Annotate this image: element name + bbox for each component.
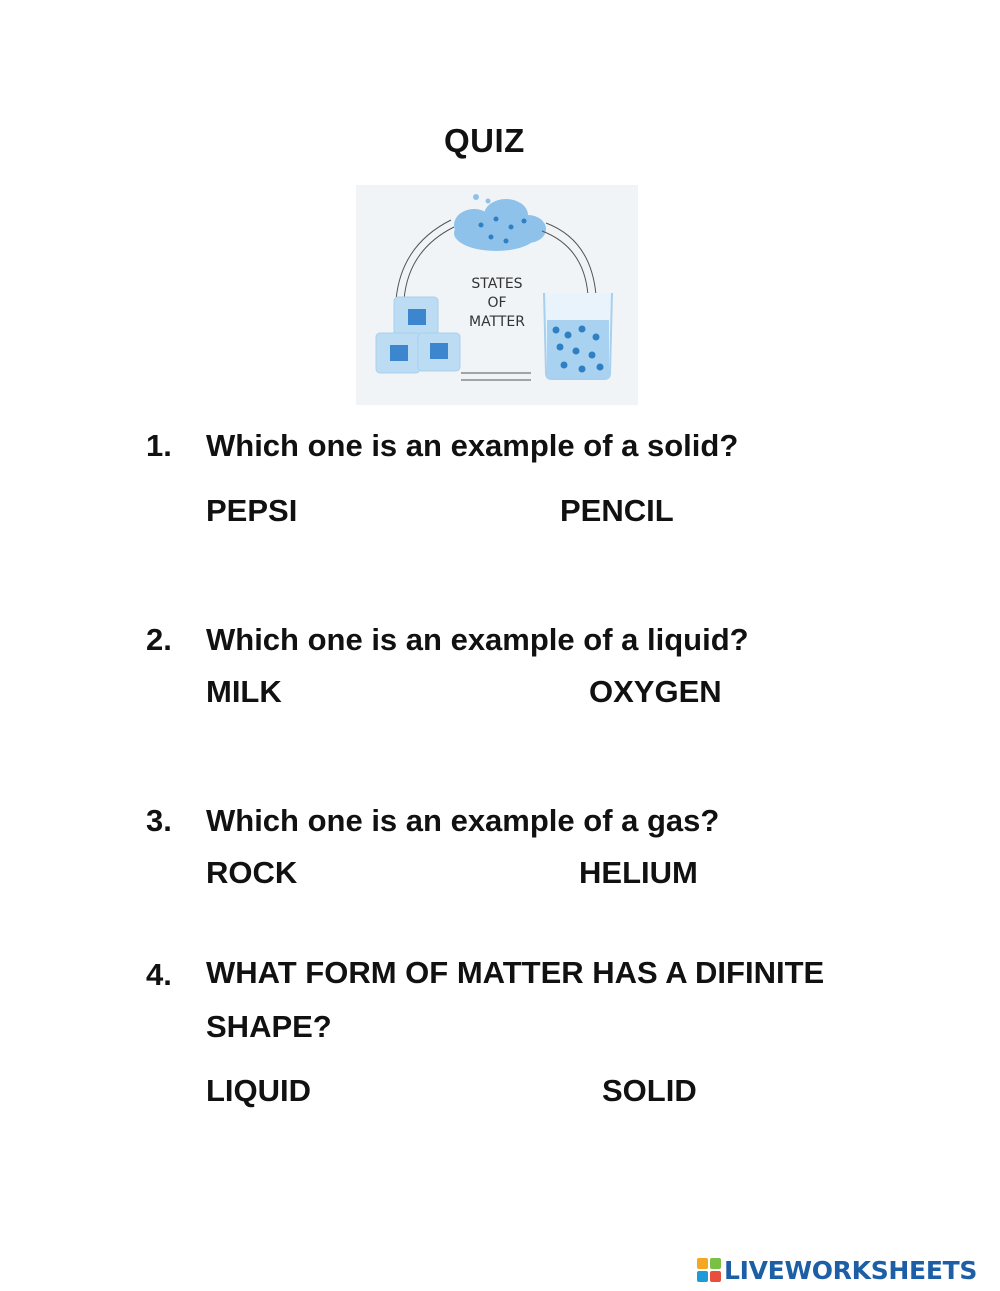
ice-cubes-icon	[376, 297, 460, 373]
answer-option-2[interactable]: OXYGEN	[589, 674, 722, 709]
question-number: 4.	[146, 957, 172, 992]
question-text: Which one is an example of a liquid?	[206, 622, 749, 657]
cloud-icon	[454, 194, 546, 251]
answer-option-1[interactable]: LIQUID	[206, 1073, 312, 1108]
answer-option-1[interactable]: MILK	[206, 674, 282, 709]
answer-option-1[interactable]: PEPSI	[206, 493, 298, 528]
water-beaker-icon	[544, 293, 612, 379]
liveworksheets-brand[interactable]	[696, 1253, 977, 1287]
liveworksheets-logo-icon	[696, 1257, 722, 1283]
answer-option-2[interactable]: PENCIL	[560, 493, 674, 528]
question-number: 2.	[146, 622, 172, 657]
states-of-matter-illustration	[356, 185, 638, 405]
answer-option-1[interactable]: ROCK	[206, 855, 298, 890]
illustration-caption	[469, 276, 525, 330]
caption-line-2: OF	[487, 295, 507, 311]
question-text: WHAT FORM OF MATTER HAS A DIFINITE SHAPE?	[206, 955, 825, 1044]
caption-line-1: STATES	[471, 276, 523, 292]
page-title: QUIZ	[444, 122, 525, 159]
answer-option-2[interactable]: HELIUM	[579, 855, 698, 890]
question-number: 1.	[146, 428, 172, 463]
question-number: 3.	[146, 803, 172, 838]
question-text: Which one is an example of a gas?	[206, 803, 720, 838]
answer-option-2[interactable]: SOLID	[602, 1073, 697, 1108]
brand-name: LIVEWORKSHEETS	[724, 1255, 978, 1285]
caption-line-3: MATTER	[469, 314, 525, 330]
question-text: Which one is an example of a solid?	[206, 428, 739, 463]
